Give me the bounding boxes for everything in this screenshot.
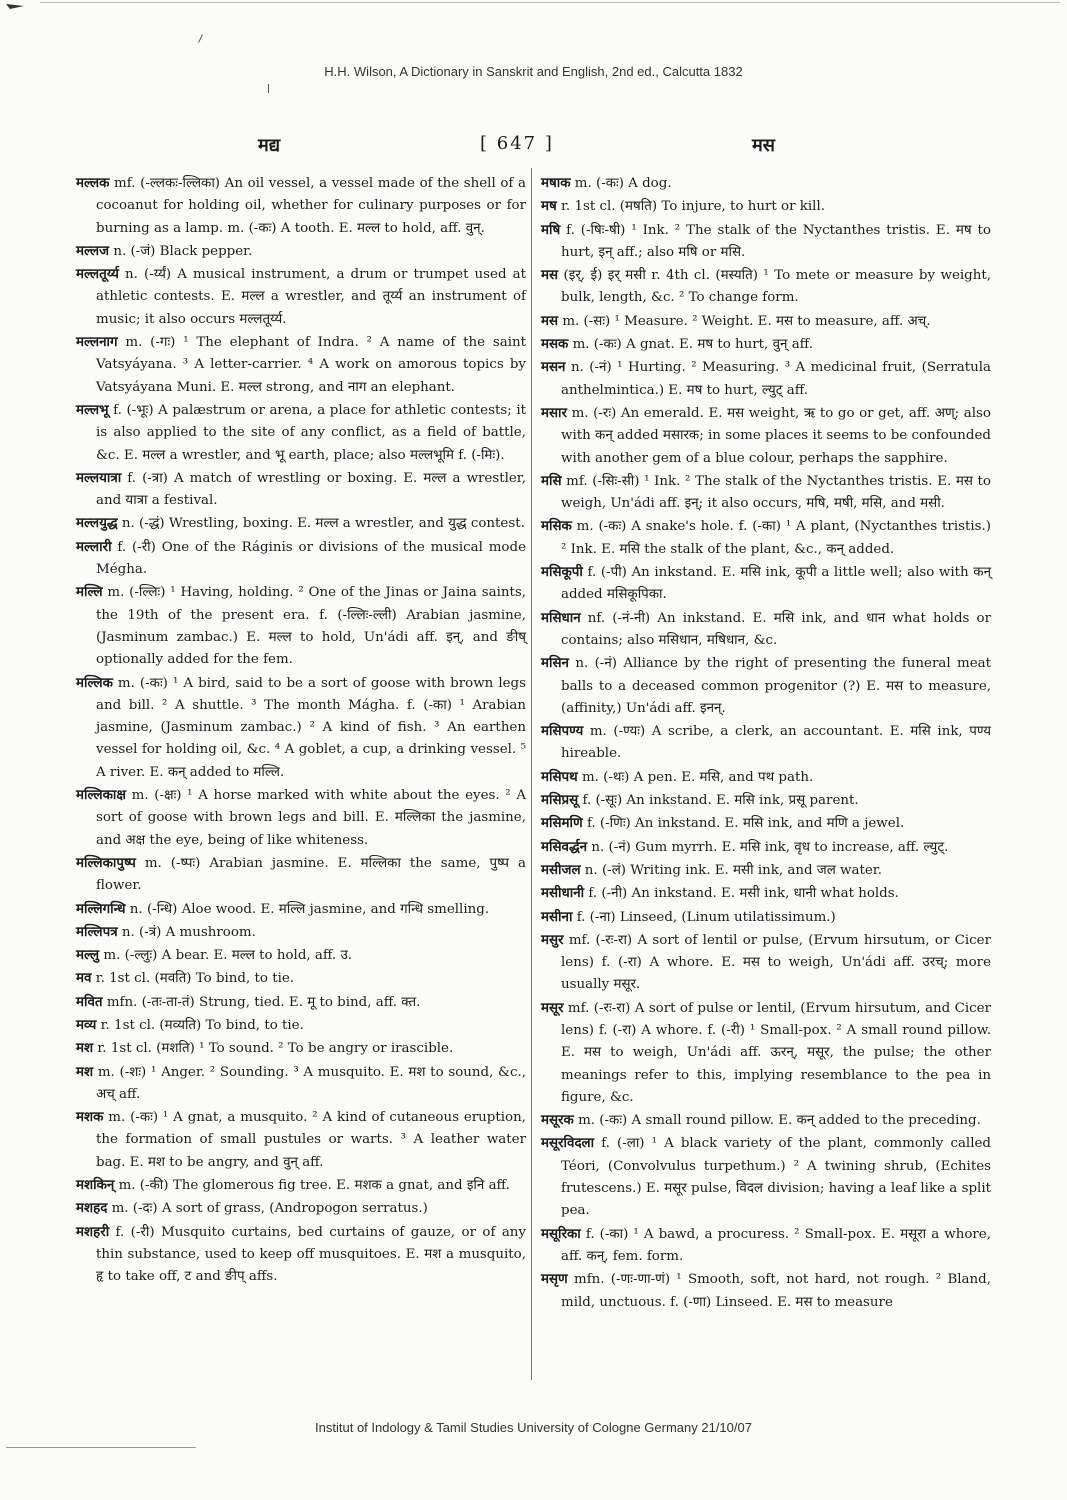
headword: मसिन — [541, 655, 569, 672]
entry-definition: m. (-कः) ¹ A gnat, a musquito. ² A kind of cutaneous eruption, the formation of small pustules or warts. ³ A leather water bag. E. मश to be angry, and वुन् aff. — [96, 1110, 526, 1170]
dictionary-entry — [76, 399, 526, 467]
entry-definition: n. (-त्रं) A mushroom. — [117, 924, 256, 940]
headword: मसिपण्य — [541, 723, 584, 740]
dictionary-entry — [76, 944, 526, 967]
dictionary-entry — [76, 1197, 526, 1220]
dictionary-entry — [76, 240, 526, 263]
entry-definition: r. 1st cl. (मव्यति) To bind, to tie. — [96, 1017, 304, 1033]
entry-definition: r. 1st cl. (मशति) ¹ To sound. ² To be angry or irascible. — [93, 1041, 454, 1057]
entry-definition: mf. (-ल्लकः-ल्लिका) An oil vessel, a vessel made of the shell of a cocoanut for holding oil, whether for culinary purposes or for burning as a lamp. m. (-कः) A tooth. E. मल्ल to hold, aff. वुन्. — [96, 176, 526, 236]
entry-definition: m. (-कः) A gnat. E. मष to hurt, वुन् aff. — [568, 337, 813, 353]
headword: मल्लिक — [76, 674, 113, 691]
headword: मल्लिकापुष्प — [76, 854, 136, 871]
headword: मसिपथ — [541, 768, 578, 785]
headword: मल्लिकाक्ष — [76, 787, 126, 804]
dictionary-entry — [541, 470, 991, 516]
headword: मल्लि — [76, 584, 103, 601]
headword: मल्लयात्रा — [76, 469, 122, 486]
headword: मश — [76, 1063, 94, 1080]
page-number: [ 647 ] — [480, 133, 554, 154]
entry-definition: m. (-ल्लिः) ¹ Having, holding. ² One of the Jinas or Jaina saints, the 19th of the present era. f. (-ल्लिः-ल्ली) Arabian jasmine, (Jasminum zambac.) E. मल्ल to hold, Un'ádi aff. इन्, and ङीष् optionally added for the fem. — [96, 585, 526, 668]
entry-definition: f. (-षिः-षी) ¹ Ink. ² The stalk of the Nyctanthes tristis. E. मष to hurt, इन् aff.; also मषि or मसि. — [560, 222, 991, 260]
dictionary-entry — [76, 898, 526, 921]
headword: मल्लभू — [76, 401, 109, 418]
headword: मवित — [76, 993, 103, 1010]
entry-definition: m. (-कः) A small round pillow. E. कन् added to the preceding. — [573, 1113, 981, 1129]
headword: मश — [76, 1040, 94, 1057]
headword: मल्लिपत्र — [76, 923, 118, 940]
headword: मल्लक — [76, 175, 110, 191]
dictionary-entry — [541, 1268, 991, 1314]
running-head-left: मद्य — [258, 135, 281, 156]
dictionary-entry — [541, 607, 991, 653]
entry-definition: n. (-र्य्यं) A musical instrument, a drum or trumpet used at athletic contests. E. मल्ल a wrestler, and तूर्य्य an instrument of music; it also occurs मल्लतूर्य्य. — [96, 267, 526, 327]
entry-definition: m. (-शः) ¹ Anger. ² Sounding. ³ A musquito. E. मश to sound, &c., अच् aff. — [93, 1064, 526, 1102]
entry-definition: mf. (-सिः-सी) ¹ Ink. ² The stalk of the Nyctanthes tristis. E. मस to weigh, Un'ádi aff. इन्; it also occurs, मषि, मषी, मसि, and मसी. — [561, 473, 991, 512]
dictionary-entry — [541, 1109, 991, 1132]
entry-definition: m. (-थः) A pen. E. मसि, and पथ path. — [577, 769, 814, 785]
entry-definition: f. (-री) One of the Rágini̇s or divisions of the musical mode Mégha. — [96, 539, 526, 578]
headword: मल्लिगन्धि — [76, 900, 126, 917]
entry-definition: r. 1st cl. (मवति) To bind, to tie. — [91, 971, 295, 987]
dictionary-entry — [541, 310, 991, 333]
headword: मल्लु — [76, 947, 100, 964]
dictionary-entry — [76, 1061, 526, 1107]
entry-definition: m. (-ल्लुः) A bear. E. मल्ल to hold, aff. उ. — [99, 948, 353, 964]
dictionary-entry — [76, 1174, 526, 1197]
dictionary-entry — [541, 195, 991, 218]
headword: मसुर — [541, 931, 564, 948]
headword: मषि — [541, 221, 561, 238]
dictionary-entry — [76, 172, 526, 240]
entry-definition: m. (-ष्पः) Arabian jasmine. E. मल्लिका the same, पुष्प a flower. — [96, 855, 526, 894]
entry-definition: mfn. (-णः-णा-णं) ¹ Smooth, soft, not hard, not rough. ² Bland, mild, unctuous. f. (-णा) Linseed. E. मस to measure — [561, 1272, 991, 1310]
headword: मसिक — [541, 518, 572, 535]
entry-definition: m. (-कः) A dog. — [570, 176, 672, 191]
entry-definition: m. (-रः) An emerald. E. मस weight, ऋ to go or get, aff. अण्; also with कन् added मसारक; in some places it seems to be confounded with another gem of a blue colour, perhaps the sapphire. — [561, 405, 991, 466]
dictionary-entry — [541, 515, 991, 561]
entry-definition: m. (-की) The glomerous fig tree. E. मशक a gnat, and इनि aff. — [114, 1178, 510, 1194]
headword: मसि — [541, 472, 562, 489]
dictionary-entry — [76, 967, 526, 990]
dictionary-entry — [541, 789, 991, 812]
entry-definition: m. (-सः) ¹ Measure. ² Weight. E. मस to measure, aff. अच्. — [558, 313, 931, 329]
dictionary-entry — [541, 766, 991, 789]
entry-definition: f. (-ला) ¹ A black variety of the plant, commonly called Téori, (Convolvulus turpethum.) ² A twining shrub, (Echites frutescens.) E. मसूर pulse, विदल division; having a leaf like a split pea. — [561, 1136, 991, 1219]
headword: मसीना — [541, 908, 573, 925]
entry-definition: f. (-त्रा) A match of wrestling or boxing. E. मल्ल a wrestler, and यात्रा a festival. — [96, 470, 526, 509]
entry-definition: mfn. (-तः-ता-तं) Strung, tied. E. मू to bind, aff. क्त. — [102, 994, 421, 1010]
headword: मशहरी — [76, 1223, 110, 1240]
entry-definition: m. (-कः) A snake's hole. f. (-का) ¹ A plant, (Nyctanthes tristis.) ² Ink. E. मसि the stalk of the plant, &c., कन् added. — [561, 519, 991, 557]
dictionary-entry — [541, 652, 991, 720]
dictionary-entry — [76, 1221, 526, 1289]
headword: मल्लारी — [76, 538, 112, 555]
running-head-right: मस — [752, 135, 775, 156]
headword: मसिधान — [541, 609, 581, 626]
dictionary-entry — [541, 997, 991, 1109]
headword: मषाक — [541, 175, 571, 191]
left-column — [76, 172, 526, 1289]
entry-definition: f. (-नी) An inkstand. E. मसी ink, धानी what holds. — [584, 886, 899, 902]
headword: मसिवर्द्धन — [541, 838, 588, 855]
scan-edge-rule-bottom — [6, 1447, 196, 1448]
dictionary-entry — [541, 859, 991, 882]
dictionary-entry — [76, 784, 526, 852]
dictionary-entry — [541, 402, 991, 470]
entry-definition: f. (-ना) Linseed, (Linum utilatissimum.) — [572, 909, 836, 925]
entry-definition: r. 1st cl. (मषति) To injure, to hurt or kill. — [556, 199, 825, 215]
dictionary-entry — [76, 672, 526, 784]
source-header: H.H. Wilson, A Dictionary in Sanskrit and English, 2nd ed., Calcutta 1832 — [324, 64, 743, 79]
entry-definition: n. (-न्धि) Aloe wood. E. मल्लि jasmine, and गन्धि smelling. — [125, 901, 490, 917]
headword: मशक — [76, 1109, 104, 1126]
dictionary-entry — [541, 219, 991, 265]
entry-definition: f. (-पी) An inkstand. E. मसि ink, कूपी a little well; also with कन् added मसिकूपिका. — [561, 565, 991, 603]
dictionary-entry — [541, 929, 991, 997]
headword: मशहद — [76, 1200, 108, 1217]
headword: मल्लनाग — [76, 334, 118, 351]
headword: मसूरविदला — [541, 1135, 595, 1152]
dictionary-entry — [541, 561, 991, 607]
entry-definition: f. (-भूः) A palæstrum or arena, a place for athletic contests; it is also applied to the site of any conflict, as a field of battle, &c. E. मल्ल a wrestler, and भू earth, place; also मल्लभूमि f. (-मिः). — [96, 402, 526, 463]
dictionary-entry — [541, 172, 991, 195]
headword: मशकिन् — [76, 1177, 115, 1194]
dictionary-entry — [76, 581, 526, 671]
dictionary-entry — [76, 263, 526, 331]
headword: मसूरिका — [541, 1225, 581, 1242]
entry-definition: mf. (-रः-रा) A sort of pulse or lentil, (Ervum hirsutum, and Cicer lens) f. (-रा) A whore. f. (-री) ¹ Small-pox. ² A small round pillow. E. मस to weigh, Un'ádi aff. ऊरन्, मसूर, the pulse; the other meanings refer to this, implying resemblance to the pea in figure, &c. — [561, 1000, 991, 1105]
entry-definition: n. (-द्धं) Wrestling, boxing. E. मल्ल a wrestler, and युद्ध contest. — [117, 516, 525, 532]
dictionary-entry — [541, 882, 991, 905]
right-column — [541, 172, 991, 1314]
dictionary-entry — [76, 512, 526, 535]
dictionary-entry — [76, 1106, 526, 1174]
source-footer: Institut of Indology & Tamil Studies University of Cologne Germany 21/10/07 — [315, 1420, 752, 1435]
headword: मस — [541, 312, 559, 329]
entry-definition: f. (-का) ¹ A bawd, a procuress. ² Small-pox. E. मसूरा a whore, aff. कन्, fem. form. — [561, 1226, 991, 1264]
entry-definition: m. (-कः) ¹ A bird, said to be a sort of goose with brown legs and bill. ² A shuttle. ³ The month Mágha. f. (-का) ¹ Arabian jasmine, (Jasminum zambac.) ² A kind of fish. ³ An earthen vessel for holding oil, &c. ⁴ A goblet, a cup, a drinking vessel. ⁵ A river. E. कन् added to मल्लि. — [96, 675, 526, 780]
headword: मसिमणि — [541, 815, 583, 832]
headword: मसृण — [541, 1271, 568, 1288]
scan-edge-rule — [40, 2, 1060, 3]
dictionary-entry — [541, 836, 991, 859]
scan-speck — [198, 34, 203, 43]
entry-definition: nf. (-नं-नी) An inkstand. E. मसि ink, and धान what holds or contains; also मसिधान, मषिधान, &c. — [561, 610, 991, 648]
dictionary-entry — [541, 356, 991, 402]
column-divider — [531, 168, 532, 1380]
dictionary-entry — [76, 852, 526, 898]
headword: मसूरक — [541, 1112, 574, 1129]
dictionary-entry — [76, 921, 526, 944]
entry-definition: f. (-णिः) An inkstand. E. मसि ink, and मणि a jewel. — [582, 816, 905, 832]
dictionary-entry — [541, 720, 991, 766]
dictionary-entry — [76, 536, 526, 582]
dictionary-entry — [541, 1223, 991, 1269]
entry-definition: m. (-क्षः) ¹ A horse marked with white about the eyes. ² A sort of goose with brown legs and bill. E. मल्लिका the jasmine, and अक्ष the eye, being of like whiteness. — [96, 788, 526, 848]
headword: मसीधानी — [541, 885, 585, 902]
dictionary-entry — [76, 467, 526, 513]
entry-definition: f. (-री) Musquito curtains, bed curtains of gauze, or of any thin substance, used to keep off musquitoes. E. मश a musquito, हृ to take off, ट and ङीप् affs. — [96, 1224, 526, 1285]
headword: मसिकूपी — [541, 564, 583, 581]
headword: मसक — [541, 336, 569, 353]
scan-corner-mark — [6, 4, 26, 20]
headword: मव्य — [76, 1016, 97, 1033]
headword: मसूर — [541, 999, 564, 1016]
entry-definition: f. (-सूः) An inkstand. E. मसि ink, प्रसू parent. — [578, 793, 859, 809]
entry-definition: m. (-दः) A sort of grass, (Andropogon serratus.) — [107, 1201, 428, 1217]
headword: मसिप्रसू — [541, 792, 579, 809]
scan-speck — [268, 84, 269, 93]
dictionary-entry — [76, 1014, 526, 1037]
dictionary-entry — [541, 812, 991, 835]
entry-definition: n. (-नं) Alliance by the right of presenting the funeral meat balls to a deceased common progenitor (?) E. मस to measure, (affinity,) Un'ádi aff. इनन्. — [561, 656, 991, 716]
headword: मव — [76, 970, 92, 987]
headword: मसीजल — [541, 861, 581, 878]
headword: मस — [541, 267, 559, 284]
headword: मष — [541, 198, 557, 215]
dictionary-entry — [76, 1037, 526, 1060]
dictionary-entry — [76, 331, 526, 399]
entry-definition: n. (-नं) Gum myrrh. E. मसि ink, वृध to increase, aff. ल्युट्. — [587, 839, 949, 855]
headword: मसार — [541, 404, 568, 421]
entry-definition: n. (-जं) Black pepper. — [109, 243, 253, 259]
headword: मल्लयुद्ध — [76, 515, 118, 532]
dictionary-entry — [541, 333, 991, 356]
entry-definition: n. (-नं) ¹ Hurting. ² Measuring. ³ A medicinal fruit, (Serratula anthelmintica.) E. मष to hurt, ल्युट् aff. — [561, 360, 991, 398]
dictionary-entry — [541, 264, 991, 310]
dictionary-entry — [541, 906, 991, 929]
entry-definition: m. (-गः) ¹ The elephant of Indra. ² A name of the saint Vatsyáyana. ³ A letter-carrier. ⁴ A work on amorous topics by Vatsyáyana Muni. E. मल्ल strong, and नाग an elephant. — [96, 335, 526, 395]
headword: मल्लतूर्य्य — [76, 266, 119, 283]
entry-definition: m. (-ण्यः) A scribe, a clerk, an accountant. E. मसि ink, पण्य hireable. — [561, 724, 991, 762]
headword: मल्लज — [76, 242, 110, 259]
dictionary-entry — [541, 1132, 991, 1222]
dictionary-entry — [76, 991, 526, 1014]
headword: मसन — [541, 359, 566, 376]
entry-definition: n. (-लं) Writing ink. E. मसी ink, and जल water. — [580, 862, 882, 878]
entry-definition: mf. (-रः-रा) A sort of lentil or pulse, (Ervum hirsutum, or Cicer lens) f. (-रा) A whore. E. मस to weigh, Un'ádi aff. उरच्; more usually मसूर. — [561, 932, 991, 993]
entry-definition: (इर्, ई) इर् मसी r. 4th cl. (मस्यति) ¹ To mete or measure by weight, bulk, length, &c. ² To change form. — [558, 268, 991, 306]
